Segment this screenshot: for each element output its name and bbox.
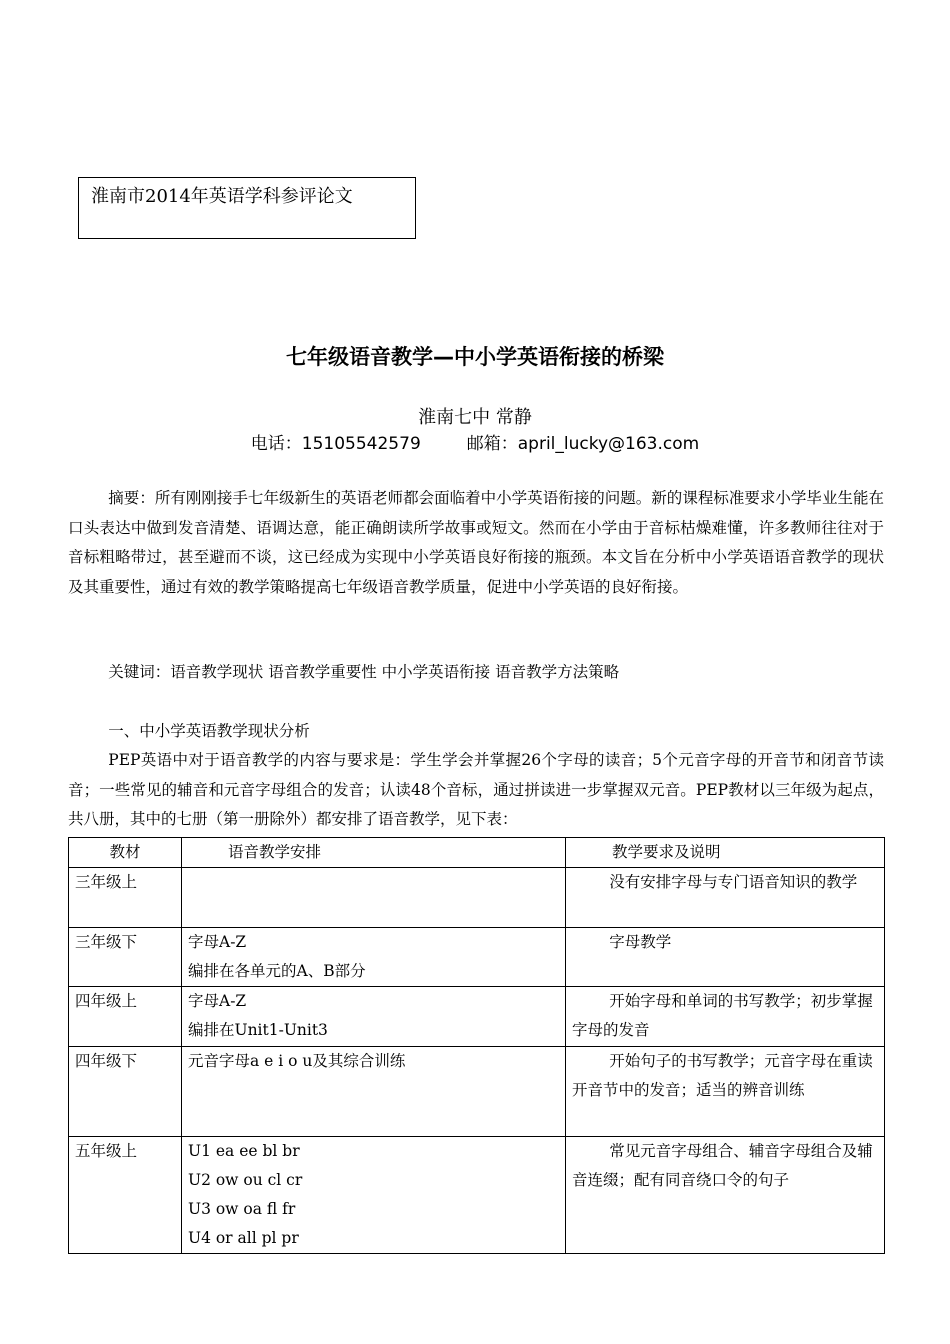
table-row — [69, 1047, 885, 1137]
table-row — [69, 987, 885, 1047]
grade-cell: 五年级上 — [69, 1137, 182, 1254]
arrangement-line: U4 or all pl pr — [188, 1229, 299, 1247]
arrangement-cell — [182, 928, 566, 987]
table-row — [69, 868, 885, 928]
arrangement-cell — [182, 1047, 566, 1137]
submission-label: 淮南市2014年英语学科参评论文 — [91, 186, 353, 207]
arrangement-line: 编排在各单元的A、B部分 — [188, 962, 366, 980]
email-text: 邮箱：april_lucky@163.com — [466, 434, 700, 454]
requirement-cell: 开始字母和单词的书写教学；初步掌握字母的发音 — [566, 987, 885, 1047]
requirement-cell: 常见元音字母组合、辅音字母组合及辅音连缀；配有同音绕口令的句子 — [566, 1137, 885, 1254]
table-row — [69, 1137, 885, 1254]
arrangement-cell — [182, 868, 566, 928]
paper-title: 七年级语音教学—中小学英语衔接的桥梁 — [286, 345, 664, 369]
table-header-cell: 语音教学安排 — [182, 838, 566, 868]
keywords-paragraph: 关键词：语音教学现状 语音教学重要性 中小学英语衔接 语音教学方法策略 — [108, 663, 620, 681]
section-heading: 一、中小学英语教学现状分析 — [108, 722, 310, 740]
arrangement-line: 字母A-Z — [188, 933, 247, 951]
table-header-cell: 教材 — [69, 838, 182, 868]
phone-text: 电话：15105542579 — [250, 434, 421, 454]
arrangement-cell — [182, 1137, 566, 1254]
requirement-cell: 开始句子的书写教学；元音字母在重读开音节中的发音；适当的辨音训练 — [566, 1047, 885, 1137]
grade-cell: 四年级上 — [69, 987, 182, 1047]
contact-line — [0, 431, 950, 457]
requirement-cell: 没有安排字母与专门语音知识的教学 — [566, 868, 885, 928]
table-header-cell: 教学要求及说明 — [566, 838, 885, 868]
table-row — [69, 928, 885, 987]
arrangement-cell — [182, 987, 566, 1047]
arrangement-line: U1 ea ee bl br — [188, 1142, 300, 1160]
arrangement-line: 字母A-Z — [188, 992, 247, 1010]
grade-cell: 三年级上 — [69, 868, 182, 928]
arrangement-line: U3 ow oa fl fr — [188, 1200, 296, 1218]
abstract-paragraph: 摘要：所有刚刚接手七年级新生的英语老师都会面临着中小学英语衔接的问题。新的课程标准要求小学毕业生能在口头表达中做到发音清楚、语调达意，能正确朗读所学故事或短文。然而在小学由于音标枯燥难懂，许多教师往往对于音标粗略带过，甚至避而不谈，这已经成为实现中小学英语良好衔接的瓶颈。本文旨在分析中小学英语语音教学的现状及其重要性，通过有效的教学策略提高七年级语音教学质量，促进中小学英语的良好衔接。 — [68, 489, 884, 596]
table-header-row — [69, 838, 885, 868]
arrangement-line: 元音字母a e i o u及其综合训练 — [188, 1052, 406, 1070]
section-intro-paragraph: PEP英语中对于语音教学的内容与要求是：学生学会并掌握26个字母的读音；5个元音字母的开音节和闭音节读音；一些常见的辅音和元音字母组合的发音；认读48个音标，通过拼读进一步掌握双元音。PEP教材以三年级为起点，共八册，其中的七册（第一册除外）都安排了语音教学，见下表： — [68, 751, 884, 828]
phonics-plan-table — [68, 837, 885, 1254]
requirement-cell: 字母教学 — [566, 928, 885, 987]
arrangement-line: 编排在Unit1-Unit3 — [188, 1021, 328, 1039]
submission-label-box — [78, 177, 416, 239]
author-line: 淮南七中 常静 — [418, 407, 532, 428]
arrangement-line: U2 ow ou cl cr — [188, 1171, 303, 1189]
grade-cell: 四年级下 — [69, 1047, 182, 1137]
grade-cell: 三年级下 — [69, 928, 182, 987]
